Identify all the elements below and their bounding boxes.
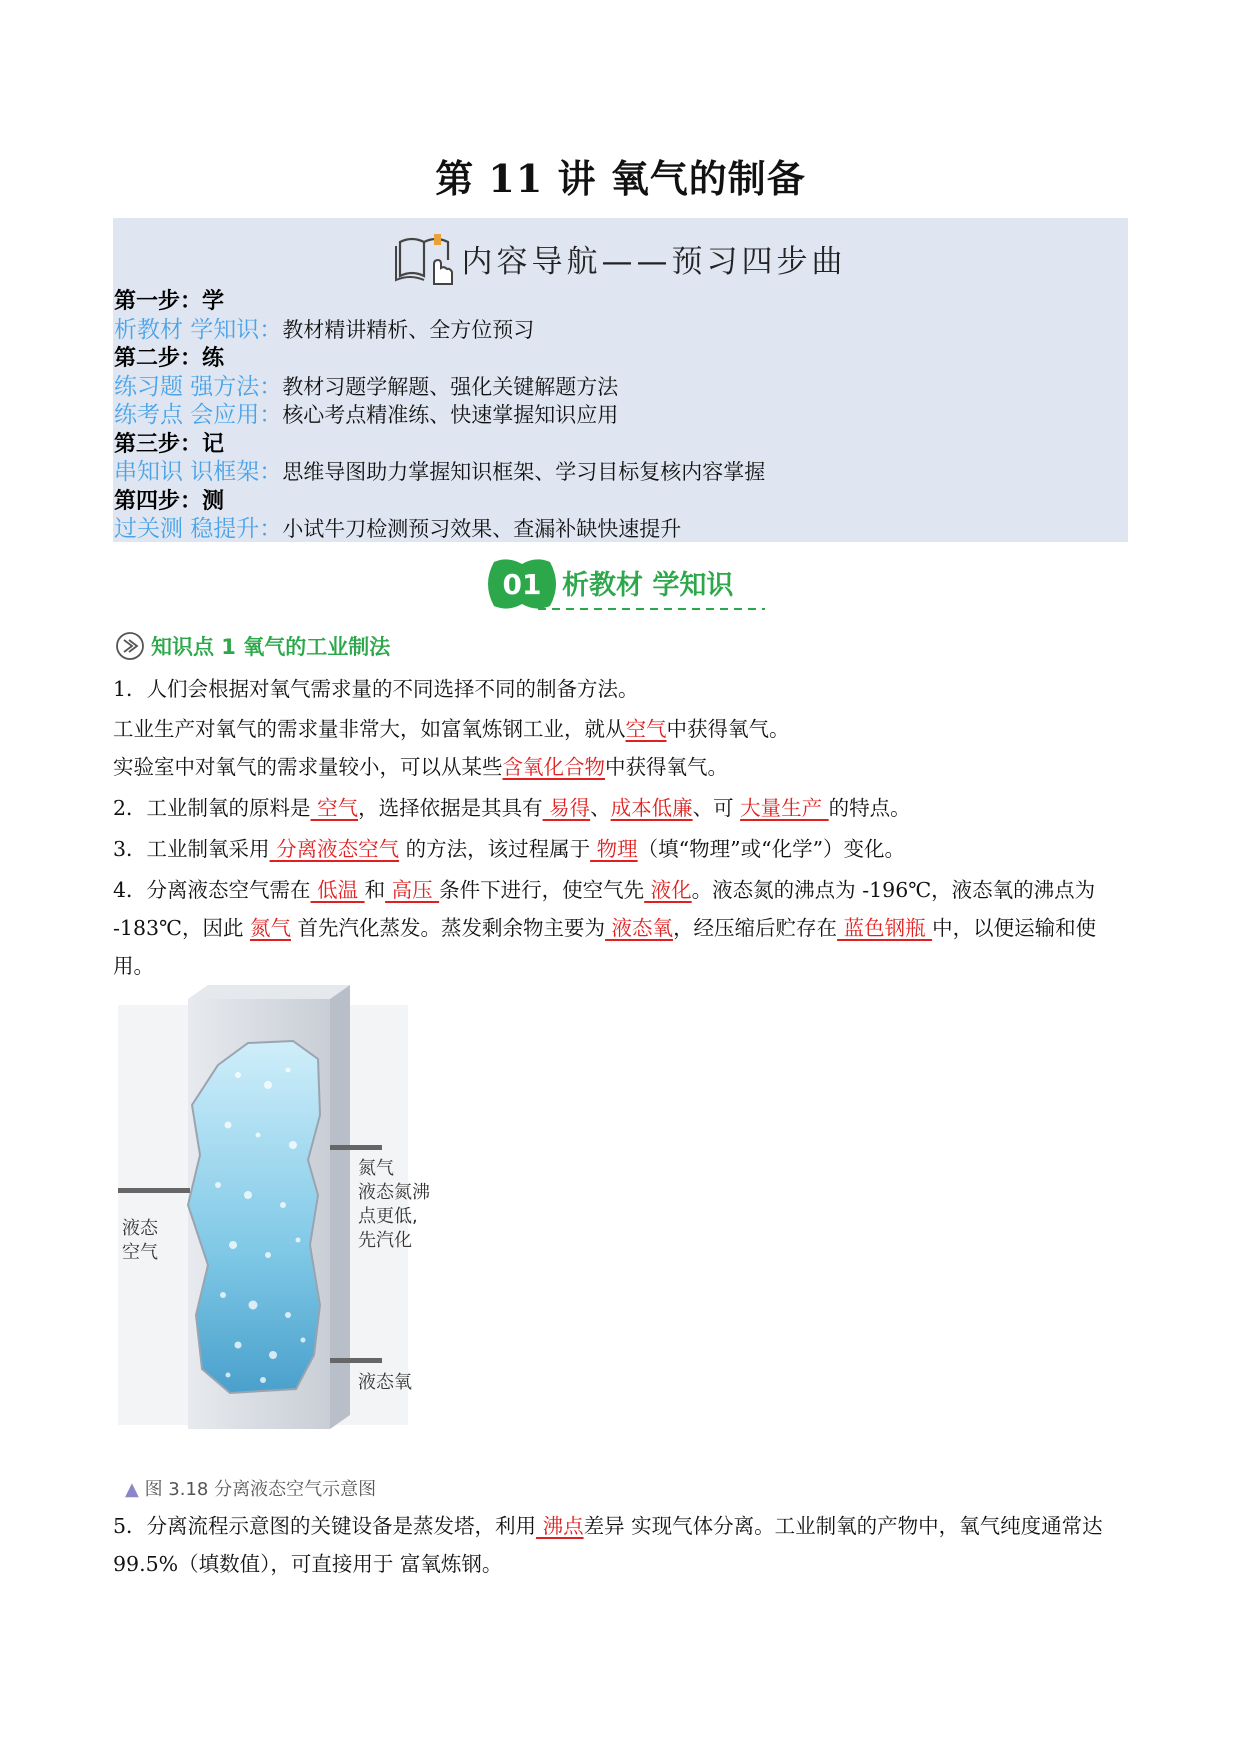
answer-blank: 物理 xyxy=(590,837,638,861)
nav-item-2: 练习题 强方法：教材习题学解题、强化关键解题方法 xyxy=(114,373,619,400)
answer-blank: 成本低廉 xyxy=(610,796,693,820)
para-7 xyxy=(113,1507,1128,1583)
text-run: 3．工业制氧采用 xyxy=(113,837,270,861)
answer-blank: 高压 xyxy=(385,878,440,902)
answer-blank: 分离液态空气 xyxy=(269,837,400,861)
nav-item-4: 串知识 识框架：思维导图助力掌握知识框架、学习目标复核内容掌握 xyxy=(114,459,766,485)
answer-blank: 液态氧 xyxy=(605,916,674,940)
distillation-tower-diagram xyxy=(118,985,538,1433)
nav-item-5: 过关测 稳提升：小试牛刀检测预习效果、查漏补缺快速提升 xyxy=(114,516,682,542)
answer-blank: 液化 xyxy=(644,878,692,902)
text-run: 、 xyxy=(590,796,611,820)
answer-blank: 易得 xyxy=(542,796,591,820)
text-run: 中获得氧气。 xyxy=(666,717,790,741)
text-run: （填“物理”或“化学”）变化。 xyxy=(637,837,906,861)
text-run: 的特点。 xyxy=(828,796,911,820)
book-hand-icon xyxy=(394,230,456,286)
nav-item-1: 析教材 学知识：教材精讲精析、全方位预习 xyxy=(114,316,535,343)
para-6 xyxy=(113,871,1128,985)
section-banner xyxy=(480,556,770,612)
text-run: 条件下进行，使空气先 xyxy=(439,878,645,902)
text-run: 2．工业制氧的原料是 xyxy=(113,796,311,820)
text-run: 、可 xyxy=(692,796,741,820)
knowledge-point-title: 知识点 1 氧气的工业制法 xyxy=(115,631,390,661)
answer-blank: 低温 xyxy=(310,878,365,902)
para-3 xyxy=(113,748,1128,786)
triangle-marker-icon: ▲ xyxy=(125,1479,139,1500)
text-run: 差异 实现气体分离。工业制氧的产物中，氧气纯度通常达 99.5%（填数值），可直接用于 富氧炼钢。 xyxy=(113,1514,1103,1576)
nav-step-1: 第一步：学 xyxy=(114,288,225,314)
para-1 xyxy=(113,670,1128,708)
text-run: 首先汽化蒸发。蒸发剩余物主要为 xyxy=(291,916,606,940)
text-run: ，选择依据是其具有 xyxy=(358,796,543,820)
nav-step-3: 第三步：记 xyxy=(114,430,225,457)
answer-blank: 空气 xyxy=(310,796,359,820)
answer-blank: 含氧化合物 xyxy=(502,755,605,779)
figure-caption: ▲ 图 3.18 分离液态空气示意图 xyxy=(125,1479,377,1500)
nav-heading-text: 内容导航——预习四步曲 xyxy=(461,243,847,280)
nav-step-4: 第四步：测 xyxy=(114,487,225,514)
text-run: 和 xyxy=(364,878,386,902)
section-title: 析教材 学知识 xyxy=(562,570,734,601)
text-run: 5．分离流程示意图的关键设备是蒸发塔，利用 xyxy=(113,1514,537,1538)
answer-blank: 氮气 xyxy=(250,916,292,940)
text-run: 实验室中对氧气的需求量较小，可以从某些 xyxy=(113,755,503,779)
nav-step-2: 第二步：练 xyxy=(114,345,225,371)
page-title: 第 11 讲 氧气的制备 xyxy=(435,156,806,201)
text-run: 。液态氮的沸点为 -196℃，液态氧的沸点为 -183℃，因此 xyxy=(113,878,1096,940)
answer-blank: 蓝色钢瓶 xyxy=(837,916,933,940)
para-4 xyxy=(113,789,1128,827)
air-separation-figure xyxy=(118,985,538,1433)
section-number: 01 xyxy=(502,568,542,601)
label-nitrogen: 氮气 液态氮沸 点更低, 先汽化 xyxy=(358,1158,430,1251)
label-liquid-air: 液态 空气 xyxy=(122,1218,158,1263)
text-run: 1．人们会根据对氧气需求量的不同选择不同的制备方法。 xyxy=(113,677,639,701)
label-liquid-oxygen: 液态氧 xyxy=(358,1372,412,1393)
text-run: 4．分离液态空气需在 xyxy=(113,878,311,902)
nav-lines xyxy=(114,287,1124,544)
nav-item-3: 练考点 会应用：核心考点精准练、快速掌握知识应用 xyxy=(114,402,619,428)
answer-blank: 大量生产 xyxy=(740,796,829,820)
arrow-circle-icon xyxy=(115,631,145,661)
answer-blank: 沸点 xyxy=(536,1514,584,1538)
text-run: 工业生产对氧气的需求量非常大，如富氧炼钢工业，就从 xyxy=(113,717,626,741)
answer-blank: 空气 xyxy=(625,717,667,741)
nav-heading xyxy=(113,230,1128,286)
para-5 xyxy=(113,830,1128,868)
text-run: 中，以便运输和使用。 xyxy=(113,916,1097,978)
para-2 xyxy=(113,710,1128,748)
content-navigation-box xyxy=(113,218,1128,542)
text-run: ，经压缩后贮存在 xyxy=(673,916,838,940)
text-run: 的方法，该过程属于 xyxy=(399,837,591,861)
text-run: 中获得氧气。 xyxy=(605,755,728,779)
